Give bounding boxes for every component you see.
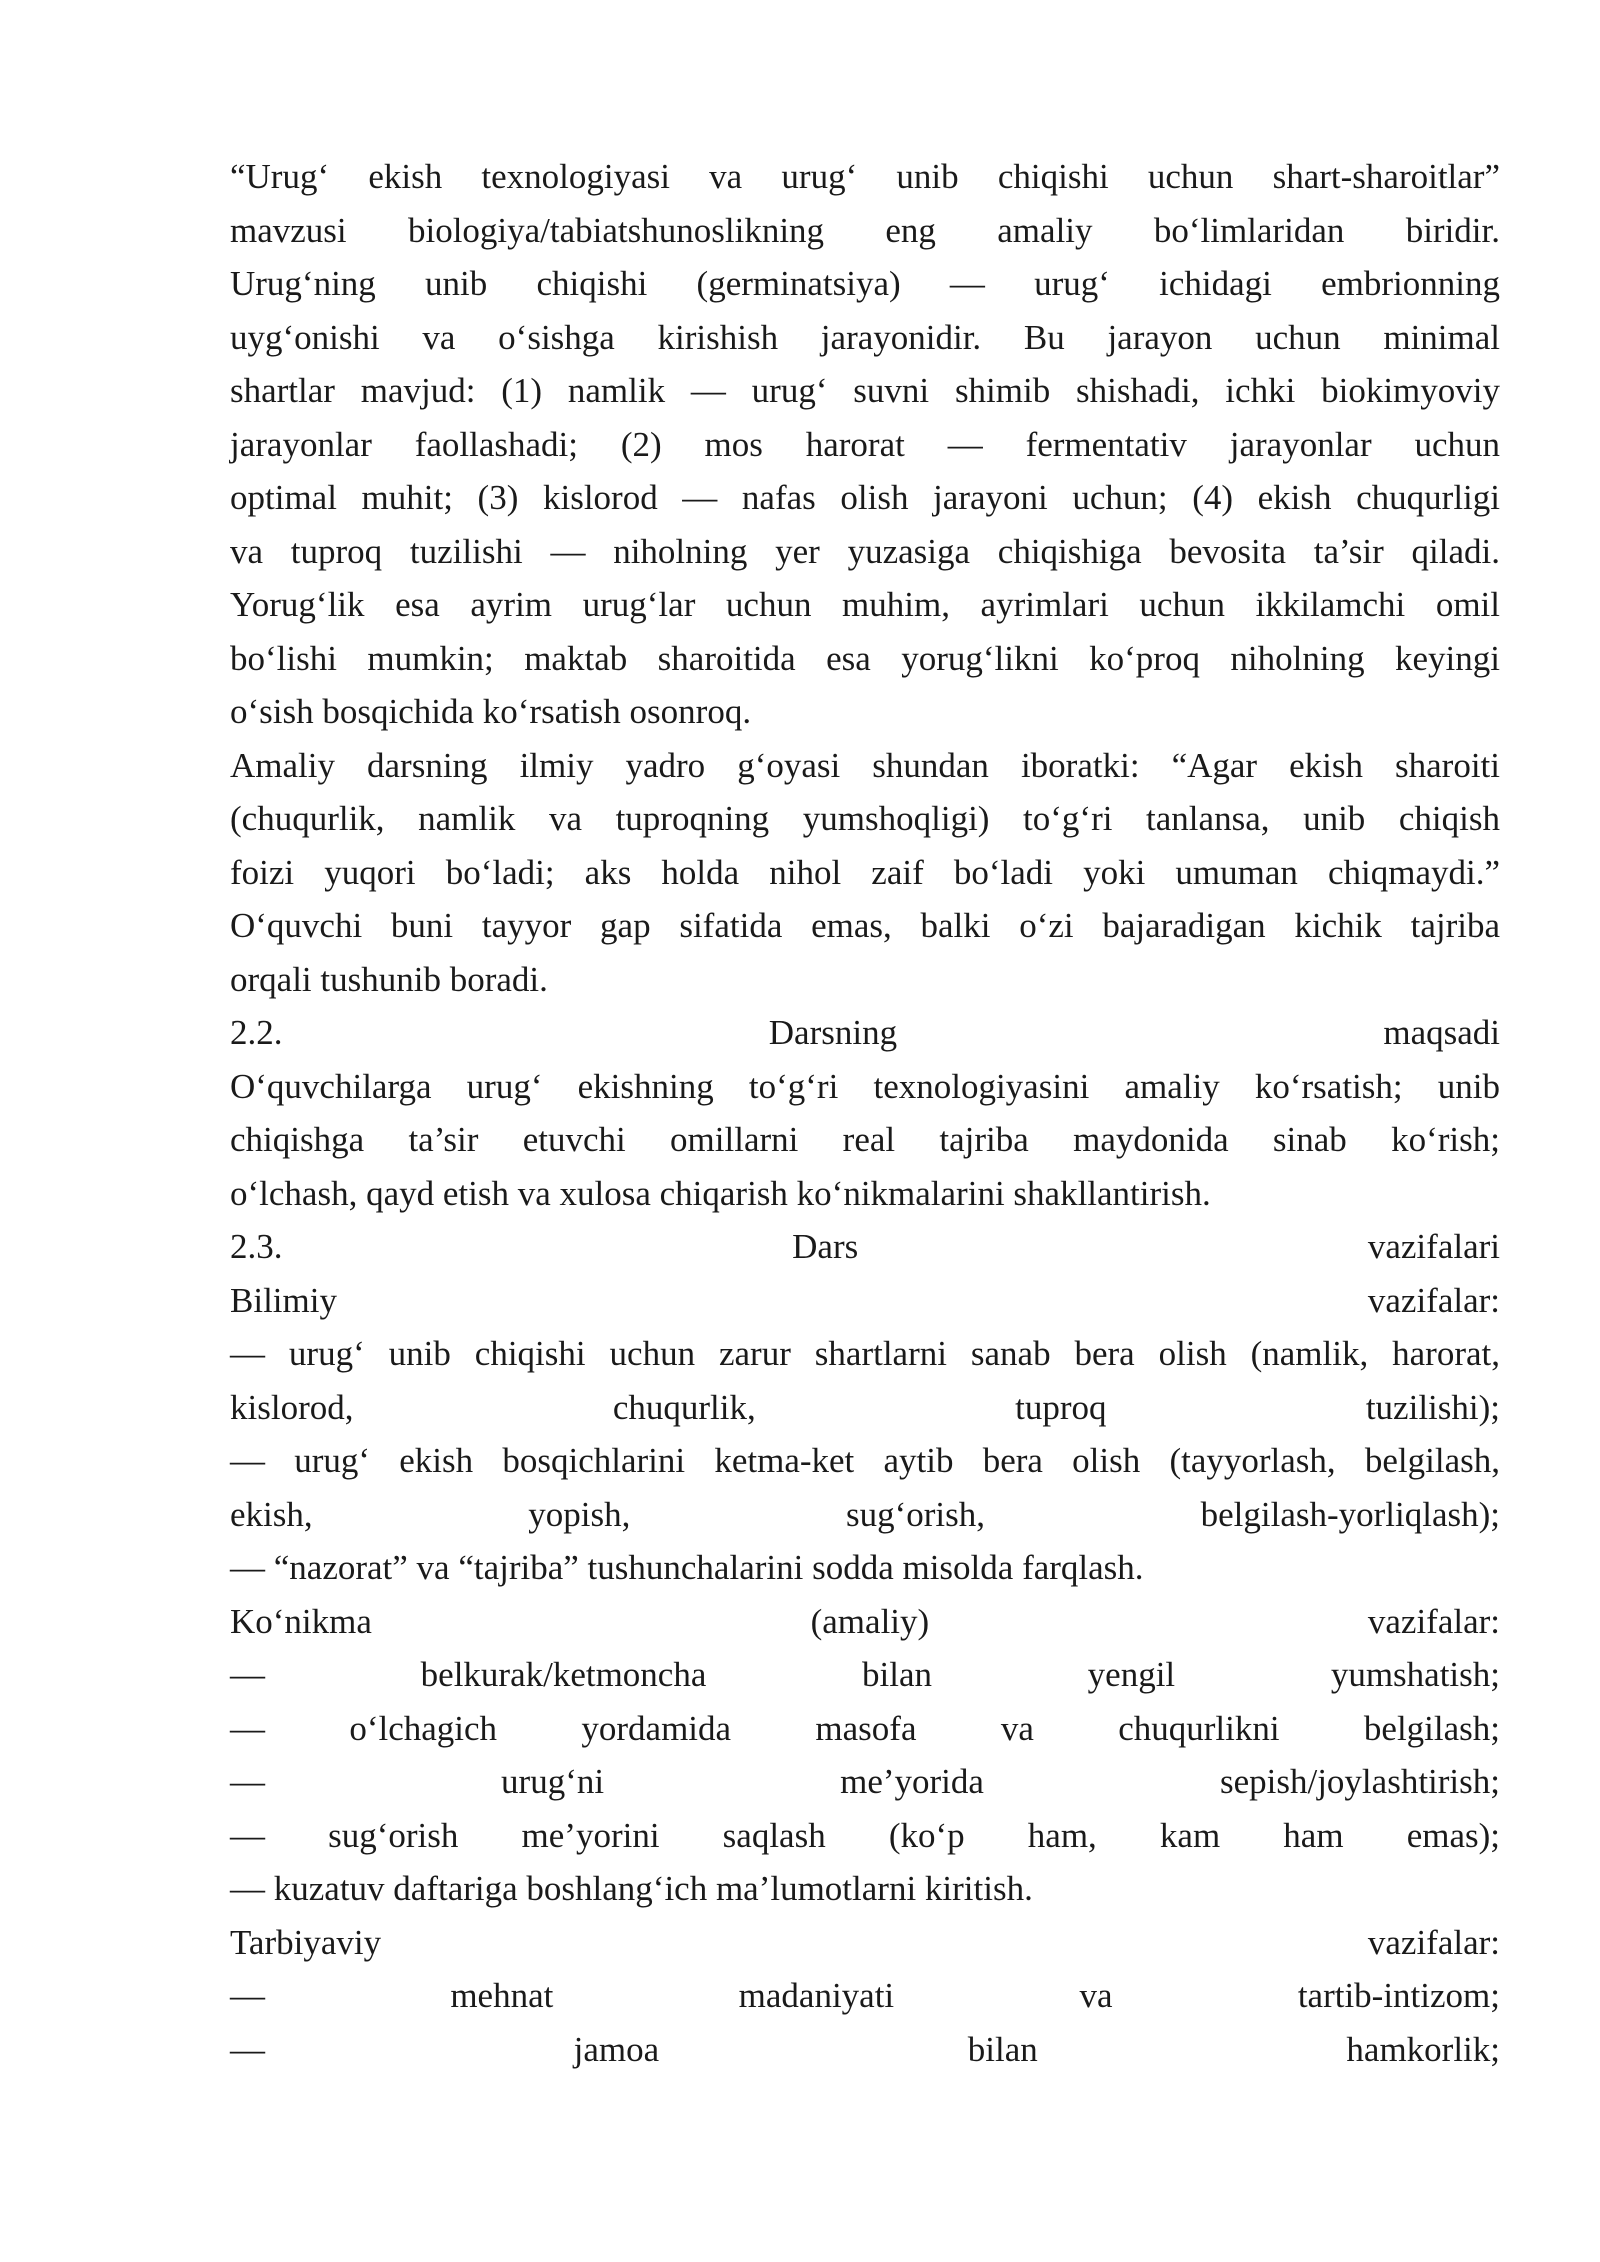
- list-item: — urug‘ni me’yorida sepish/joylashtirish;: [230, 1762, 1500, 1801]
- list-item: — jamoa bilan hamkorlik;: [230, 2029, 1500, 2069]
- list-item: — belkurak/ketmoncha bilan yengil yumshatish;: [230, 1655, 1500, 1694]
- text-line: Amaliy darsning ilmiy yadro g‘oyasi shundan iboratki: “Agar ekish sharoiti: [230, 745, 1500, 785]
- section-heading-2-2: 2.2. Darsning maqsadi: [230, 1013, 1500, 1052]
- subheading-tarbiyaviy: Tarbiyaviy vazifalar:: [230, 1922, 1500, 1962]
- list-item: — urug‘ unib chiqishi uchun zarur shartlarni sanab bera olish (namlik, harorat,: [230, 1334, 1500, 1373]
- document-page: [230, 150, 1500, 2076]
- subheading-konikma: Ko‘nikma (amaliy) vazifalar:: [230, 1601, 1500, 1641]
- text-line: mavzusi biologiya/tabiatshunoslikning eng amaliy bo‘limlaridan biridir.: [230, 210, 1500, 250]
- text-line: foizi yuqori bo‘ladi; aks holda nihol zaif bo‘ladi yoki umuman chiqmaydi.”: [230, 852, 1500, 892]
- text-line: va tuproq tuzilishi — niholning yer yuzasiga chiqishiga bevosita ta’sir qiladi.: [230, 531, 1500, 571]
- section-2-2: [230, 1006, 1500, 1220]
- text-line: o‘sish bosqichida ko‘rsatish osonroq.: [230, 692, 752, 731]
- text-line: (chuqurlik, namlik va tuproqning yumshoqligi) to‘g‘ri tanlansa, unib chiqish: [230, 799, 1500, 838]
- section-2-3: [230, 1220, 1500, 2076]
- list-item: — urug‘ ekish bosqichlarini ketma-ket aytib bera olish (tayyorlash, belgilash,: [230, 1441, 1500, 1480]
- paragraph-core-idea: [230, 739, 1500, 1007]
- text-line: O‘quvchilarga urug‘ ekishning to‘g‘ri texnologiyasini amaliy ko‘rsatish; unib: [230, 1066, 1500, 1106]
- text-line: Urug‘ning unib chiqishi (germinatsiya) — urug‘ ichidagi embrionning: [230, 264, 1500, 303]
- list-item: — kuzatuv daftariga boshlang‘ich ma’lumotlarni kiritish.: [230, 1869, 1033, 1908]
- text-line: orqali tushunib boradi.: [230, 959, 548, 999]
- paragraph-intro: [230, 150, 1500, 739]
- text-line: shartlar mavjud: (1) namlik — urug‘ suvni shimib shishadi, ichki biokimyoviy: [230, 371, 1500, 410]
- text-line: O‘quvchi buni tayyor gap sifatida emas, balki o‘zi bajaradigan kichik tajriba: [230, 906, 1500, 945]
- list-item: — “nazorat” va “tajriba” tushunchalarini sodda misolda farqlash.: [230, 1548, 1144, 1587]
- subheading-bilimiy: Bilimiy vazifalar:: [230, 1280, 1500, 1320]
- list-item: — mehnat madaniyati va tartib-intizom;: [230, 1976, 1500, 2015]
- text-line: bo‘lishi mumkin; maktab sharoitida esa yorug‘likni ko‘proq niholning keyingi: [230, 638, 1500, 678]
- text-line: Yorug‘lik esa ayrim urug‘lar uchun muhim, ayrimlari uchun ikkilamchi omil: [230, 585, 1500, 624]
- text-line: uyg‘onishi va o‘sishga kirishish jarayonidir. Bu jarayon uchun minimal: [230, 317, 1500, 357]
- text-line: jarayonlar faollashadi; (2) mos harorat — fermentativ jarayonlar uchun: [230, 424, 1500, 464]
- list-item: ekish, yopish, sug‘orish, belgilash-yorliqlash);: [230, 1494, 1500, 1534]
- text-line: o‘lchash, qayd etish va xulosa chiqarish ko‘nikmalarini shakllantirish.: [230, 1173, 1211, 1213]
- list-item: — sug‘orish me’yorini saqlash (ko‘p ham, kam ham emas);: [230, 1815, 1500, 1855]
- list-item: — o‘lchagich yordamida masofa va chuqurlikni belgilash;: [230, 1708, 1500, 1748]
- text-line: chiqishga ta’sir etuvchi omillarni real tajriba maydonida sinab ko‘rish;: [230, 1120, 1500, 1159]
- section-heading-2-3: 2.3. Dars vazifalari: [230, 1227, 1500, 1266]
- list-item: kislorod, chuqurlik, tuproq tuzilishi);: [230, 1387, 1500, 1427]
- text-line: “Urug‘ ekish texnologiyasi va urug‘ unib chiqishi uchun shart-sharoitlar”: [230, 157, 1500, 196]
- text-line: optimal muhit; (3) kislorod — nafas olish jarayoni uchun; (4) ekish chuqurligi: [230, 478, 1500, 517]
